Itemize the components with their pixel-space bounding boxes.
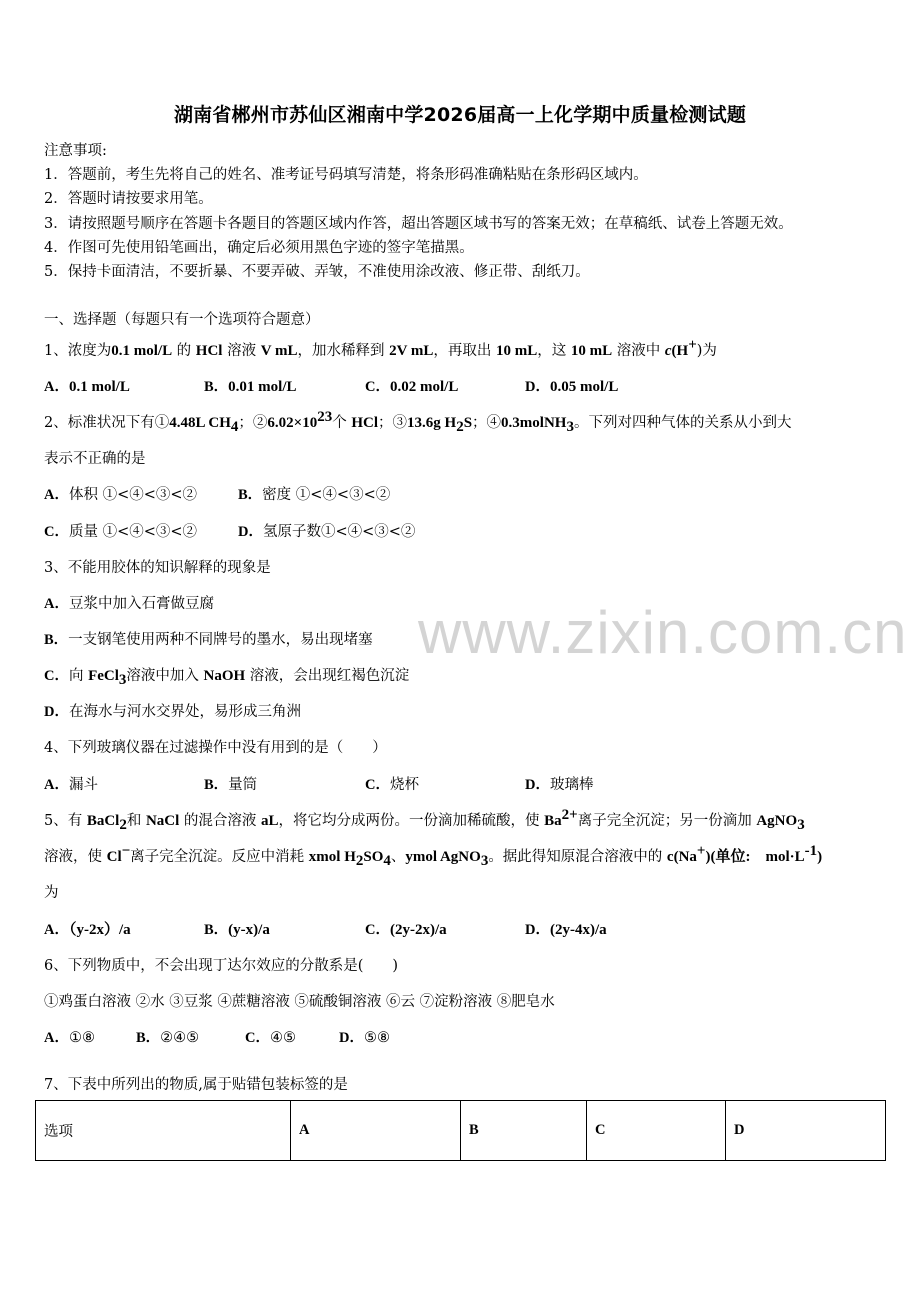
- notice-heading: 注意事项:: [44, 143, 107, 159]
- answer-table: [35, 1100, 886, 1161]
- option-d[interactable]: D．0.05 mol/L: [525, 379, 619, 395]
- option-b[interactable]: B．(y-x)/a: [204, 922, 270, 938]
- option-a[interactable]: A．（y-2x）/a: [44, 922, 131, 938]
- question-6-stem: 6、下列物质中，不会出现丁达尔效应的分散系是( ): [44, 958, 399, 974]
- question-5-stem-end: 为: [44, 885, 59, 901]
- option-d[interactable]: D．⑤⑧: [339, 1030, 390, 1046]
- table-header-cell: 选项: [36, 1101, 291, 1161]
- table-header-cell: B: [461, 1101, 587, 1161]
- option-a[interactable]: A．漏斗: [44, 777, 98, 793]
- option-c[interactable]: C．(2y-2x)/a: [365, 922, 447, 938]
- question-7-stem: 7、下表中所列出的物质,属于贴错包装标签的是: [44, 1077, 348, 1093]
- option-b[interactable]: B．②④⑤: [136, 1030, 200, 1046]
- option-d[interactable]: D．(2y-4x)/a: [525, 922, 607, 938]
- option-a[interactable]: A．①⑧: [44, 1030, 95, 1046]
- option-b[interactable]: B．0.01 mol/L: [204, 379, 297, 395]
- option-b[interactable]: B．一支钢笔使用两种不同牌号的墨水，易出现堵塞: [44, 632, 373, 648]
- option-a[interactable]: A．0.1 mol/L: [44, 379, 130, 395]
- notice-item: 1．答题前，考生先将自己的姓名、准考证号码填写清楚，将条形码准确粘贴在条形码区域内。: [44, 167, 648, 183]
- notice-item: 3．请按照题号顺序在答题卡各题目的答题区域内作答，超出答题区域书写的答案无效；在草稿纸、试卷上答题无效。: [44, 216, 793, 232]
- page-title: 湖南省郴州市苏仙区湘南中学2026届高一上化学期中质量检测试题: [173, 104, 747, 126]
- option-a[interactable]: A．体积 ①<④<③<②: [44, 487, 198, 503]
- option-a[interactable]: A．豆浆中加入石膏做豆腐: [44, 596, 214, 612]
- option-c[interactable]: C．0.02 mol/L: [365, 379, 459, 395]
- notice-item: 2．答题时请按要求用笔。: [44, 191, 213, 207]
- notice-item: 5．保持卡面清洁，不要折暴、不要弄破、弄皱，不准使用涂改液、修正带、刮纸刀。: [44, 264, 590, 280]
- option-c[interactable]: C．向 FeCl$_3$溶液中加入 NaOH 溶液，会出现红褐色沉淀: [44, 668, 410, 688]
- table-row: [36, 1101, 886, 1161]
- question-2-stem-cont: 表示不正确的是: [44, 451, 146, 467]
- table-header-cell: D: [726, 1101, 886, 1161]
- question-3-stem: 3、不能用胶体的知识解释的现象是: [44, 560, 271, 576]
- option-d[interactable]: D．玻璃棒: [525, 777, 594, 793]
- option-c[interactable]: C．质量 ①<④<③<②: [44, 524, 198, 540]
- table-header-cell: A: [291, 1101, 461, 1161]
- option-d[interactable]: D．氢原子数①<④<③<②: [238, 524, 416, 540]
- question-5-stem: 5、有 BaCl$_2$和 NaCl 的混合溶液 aL，将它均分成两份。一份滴加稀硫酸，使 $Ba^{2+}$离子完全沉淀；另一份滴加 AgNO$_3$: [44, 807, 805, 833]
- question-4-stem: 4、下列玻璃仪器在过滤操作中没有用到的是（ ）: [44, 740, 387, 756]
- question-2-stem: 2、标准状况下有①4.48L $CH_4$；$②6.02\times 10^{23}$个 HCl；③13.6g $H_2S$；④0.3molNH$_3$。下列对四种气体的关系从小到大: [44, 409, 792, 435]
- option-d[interactable]: D．在海水与河水交界处，易形成三角洲: [44, 704, 301, 720]
- table-header-cell: C: [587, 1101, 726, 1161]
- option-b[interactable]: B．密度 ①<④<③<②: [238, 487, 391, 503]
- question-5-stem-cont: 溶液，使 Cl−离子完全沉淀。反应中消耗 xmol $H_2SO_4$、ymol AgNO$_3$。据此得知原混合溶液中的 c(Na+)(单位: $mol\cdot L^{-1}$): [44, 843, 823, 869]
- section-heading: 一、选择题（每题只有一个选项符合题意）: [44, 312, 320, 328]
- option-b[interactable]: B．量筒: [204, 777, 258, 793]
- option-c[interactable]: C．烧杯: [365, 777, 419, 793]
- watermark: www.zixin.com.cn: [418, 599, 908, 666]
- question-1-stem: 1、浓度为0.1 mol/L 的 HCl 溶液 V mL，加水稀释到 2V mL，再取出 10 mL，这 10 mL 溶液中 c(H+)为: [44, 337, 717, 359]
- option-c[interactable]: C．④⑤: [245, 1030, 296, 1046]
- question-6-items: ①鸡蛋白溶液 ②水 ③豆浆 ④蔗糖溶液 ⑤硫酸铜溶液 ⑥云 ⑦淀粉溶液 ⑧肥皂水: [44, 994, 555, 1010]
- notice-item: 4．作图可先使用铅笔画出，确定后必须用黑色字迹的签字笔描黑。: [44, 240, 474, 256]
